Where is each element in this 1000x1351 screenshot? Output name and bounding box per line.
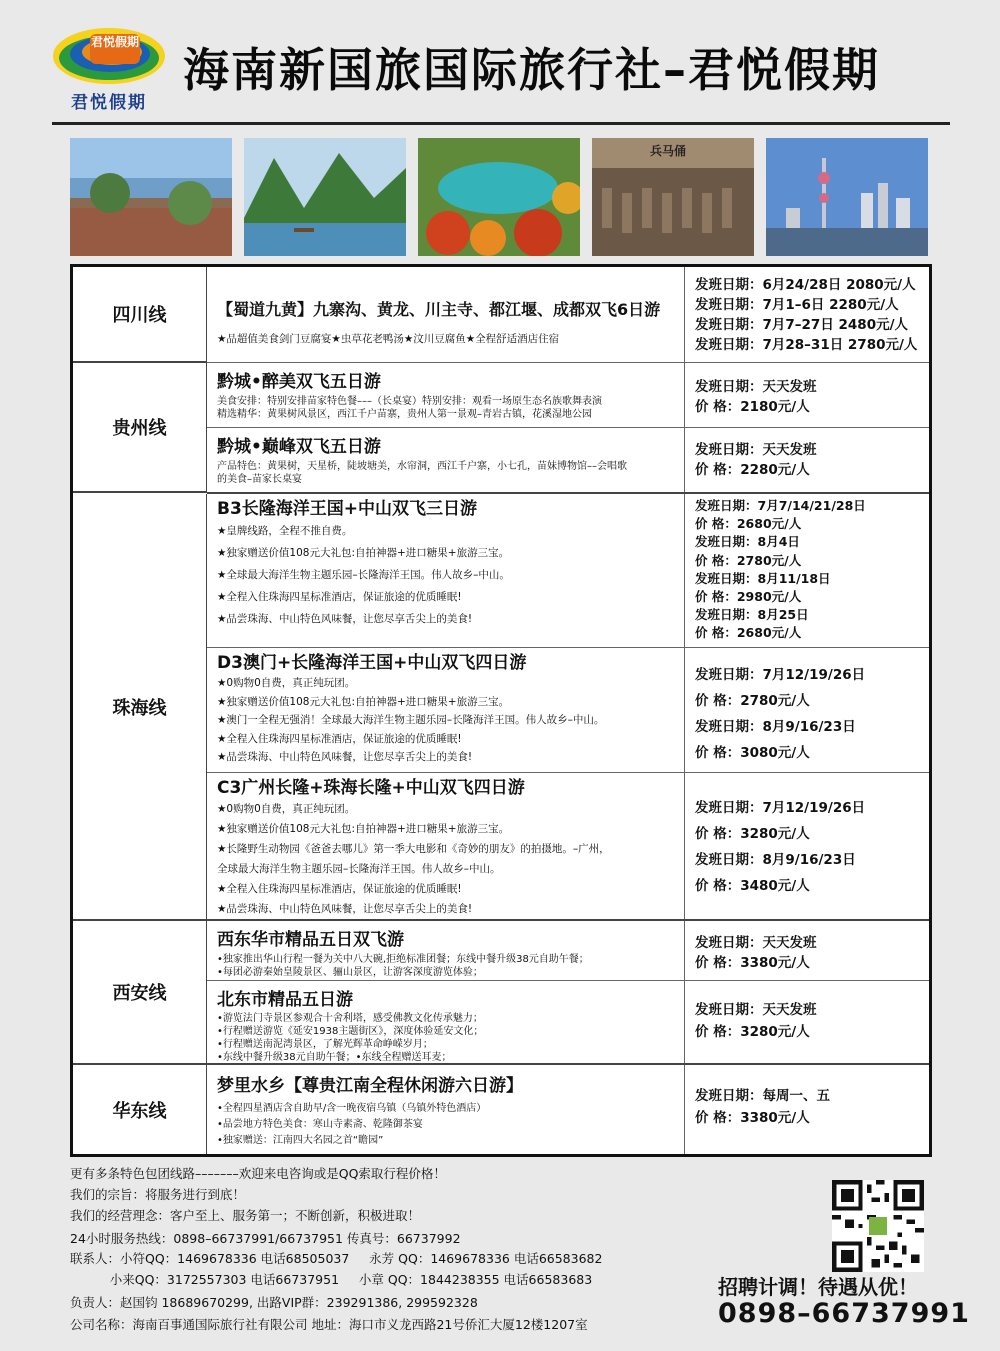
region-zhuhai: 珠海线	[73, 494, 207, 921]
tour-desc	[207, 921, 685, 980]
tour-row-guizhou-2	[207, 428, 929, 494]
tour-bullet: ★全程入住珠海四星标准酒店，保证旅途的优质睡眠!	[217, 883, 462, 895]
logo-inner-text: 君悦假期	[90, 35, 139, 49]
footer-philosophy: 我们的经营理念：客户至上、服务第一；不断创新，积极进取！	[70, 1208, 421, 1223]
price-line: 发班日期：8月9/16/23日	[695, 852, 856, 868]
price-line: 发班日期：8月11/18日	[695, 570, 831, 586]
tour-bullet: 全球最大海洋生物主题乐园–长隆海洋王国。伟人故乡–中山。	[217, 863, 501, 875]
coastal-city-photo	[70, 138, 232, 256]
terracotta-warriors-photo	[592, 138, 754, 256]
tour-title: 黔城•醉美双飞五日游	[217, 372, 381, 392]
tour-feature: 产品特色：黄果树，天星桥，陡坡塘美，水帘洞，西江千户寨，小七孔，苗妹博物馆––会唱歌	[217, 461, 627, 472]
logo-text: 君悦假期	[71, 93, 147, 113]
tour-feature: •游览法门寺景区参观合十舍利塔，感受佛教文化传承魅力；	[217, 1013, 483, 1024]
footer-mission: 我们的宗旨：将服务进行到底！	[70, 1187, 246, 1202]
price-line: 价 格：2780元/人	[695, 552, 802, 568]
footer-contacts-2: 小来QQ：3172557303 电话66737951 小章 QQ：1844238355 电话66583683	[70, 1272, 593, 1287]
tour-title: 【蜀道九黄】九寨沟、黄龙、川主寺、都江堰、成都双飞6日游	[217, 300, 661, 319]
tour-table	[70, 264, 932, 1157]
tour-prices	[685, 981, 929, 1063]
price-line: 发班日期：7月1–6日 2280元/人	[695, 297, 899, 313]
footer-company: 公司名称：海南百事通国际旅行社有限公司 地址：海口市义龙西路21号侨汇大厦12楼1207室	[70, 1317, 588, 1332]
tour-title: 黔城•巅峰双飞五日游	[217, 437, 381, 457]
tour-row-huadong	[207, 1065, 929, 1154]
region-huadong: 华东线	[73, 1065, 207, 1154]
company-logo	[50, 26, 168, 112]
tour-feature: 精选精华：黄果树风景区，西江千户苗寨，贵州人第一景观–青岩古镇，花溪湿地公园	[217, 409, 592, 420]
tour-prices	[685, 1065, 929, 1154]
tour-row-xian-2	[207, 981, 929, 1065]
price-line: 价 格：2180元/人	[695, 399, 810, 415]
shanghai-skyline-photo	[766, 138, 928, 256]
price-line: 发班日期：8月25日	[695, 607, 809, 623]
tour-bullet: ★品尝珠海、中山特色风味餐，让您尽享舌尖上的美食!	[217, 613, 473, 625]
tour-row-guizhou-1	[207, 363, 929, 428]
price-line: 发班日期：天天发班	[695, 1002, 817, 1018]
tour-feature: •品尝地方特色美食：寒山寺素斋、乾隆御茶宴	[217, 1119, 423, 1130]
tour-desc	[207, 363, 685, 427]
tour-desc	[207, 494, 685, 647]
tour-bullet: ★全球最大海洋生物主题乐园–长隆海洋王国。伟人故乡–中山。	[217, 569, 510, 581]
price-line: 发班日期：8月9/16/23日	[695, 719, 856, 735]
tour-feature: •独家赠送：江南四大名园之首“瞻园”	[217, 1135, 384, 1146]
price-line: 价 格：2680元/人	[695, 516, 802, 532]
price-line: 发班日期：每周一、五	[695, 1088, 830, 1104]
tour-row-xian-1	[207, 921, 929, 981]
tour-row-zhuhai-b3	[207, 494, 929, 648]
tour-title: 西东华市精品五日双飞游	[217, 930, 404, 950]
tour-feature: 的美食–苗家长桌宴	[217, 474, 302, 485]
price-line: 价 格：3380元/人	[695, 1110, 810, 1126]
footer-contacts-1: 联系人：小符QQ：1469678336 电话68505037 永芳 QQ：1469678336 电话66583682	[70, 1251, 603, 1266]
price-line: 价 格：2680元/人	[695, 625, 802, 641]
price-line: 价 格：3380元/人	[695, 955, 810, 971]
tour-prices	[685, 363, 929, 427]
river-mountain-photo	[244, 138, 406, 256]
tour-bullet: ★品尝珠海、中山特色风味餐，让您尽享舌尖上的美食!	[217, 903, 473, 915]
jiuzhaigou-lake-photo	[418, 138, 580, 256]
photo-strip	[70, 138, 928, 256]
tour-bullet: ★0购物0自费，真正纯玩团。	[217, 677, 356, 689]
tour-bullet: ★全程入住珠海四星标准酒店，保证旅途的优质睡眠!	[217, 732, 462, 745]
tour-title: 北东市精品五日游	[217, 990, 353, 1010]
tour-bullet: ★独家赠送价值108元大礼包:自拍神器+进口糖果+旅游三宝。	[217, 695, 510, 708]
tour-row-zhuhai-d3	[207, 648, 929, 773]
price-line: 发班日期：天天发班	[695, 442, 817, 458]
main-phone: 0898–66737991	[718, 1298, 970, 1329]
tour-features: ★品超值美食剑门豆腐宴★虫草花老鸭汤★汶川豆腐鱼★全程舒适酒店住宿	[217, 333, 560, 345]
tour-bullet: ★独家赠送价值108元大礼包:自拍神器+进口糖果+旅游三宝。	[217, 547, 510, 559]
header-divider	[52, 122, 950, 125]
tour-feature: •行程赠送游览《延安1938主题街区》，深度体验延安文化；	[217, 1026, 484, 1037]
price-line: 发班日期：8月4日	[695, 534, 800, 550]
tour-bullet: ★独家赠送价值108元大礼包:自拍神器+进口糖果+旅游三宝。	[217, 823, 510, 835]
tour-desc	[207, 773, 685, 919]
tour-bullet: ★0购物0自费，真正纯玩团。	[217, 803, 356, 815]
tour-desc	[207, 267, 685, 362]
price-line: 发班日期：7月7/14/21/28日	[695, 498, 866, 513]
tour-bullet: ★长隆野生动物园《爸爸去哪儿》第一季大电影和《奇妙的朋友》的拍摄地。–广州，	[217, 843, 610, 855]
footer-hotline: 24小时服务热线：0898–66737991/66737951 传真号：66737992	[70, 1231, 461, 1246]
price-line: 发班日期：6月24/28日 2080元/人	[695, 277, 916, 293]
tour-feature: •独家推出华山行程一餐为关中八大碗,拒绝标准团餐；东线中餐升级38元自助午餐；	[217, 954, 589, 965]
tour-desc	[207, 981, 685, 1063]
recruit-banner: 招聘计调！待遇从优！	[718, 1275, 918, 1299]
footer-manager: 负责人：赵国钧 18689670299, 出路VIP群：239291386, 299592328	[70, 1295, 478, 1310]
price-line: 价 格：2780元/人	[695, 693, 810, 709]
tour-prices	[685, 428, 929, 492]
tour-bullet: ★澳门一全程无强消！全球最大海洋生物主题乐园–长隆海洋王国。伟人故乡–中山。	[217, 714, 605, 726]
price-line: 价 格：3280元/人	[695, 1024, 810, 1040]
price-line: 价 格：3080元/人	[695, 745, 810, 761]
price-line: 发班日期：7月28–31日 2780元/人	[695, 337, 918, 353]
tour-desc	[207, 648, 685, 772]
tour-title: D3澳门+长隆海洋王国+中山双飞四日游	[217, 653, 527, 673]
tour-desc	[207, 1065, 685, 1154]
tour-row-zhuhai-c3	[207, 773, 929, 921]
tour-title: B3长隆海洋王国+中山双飞三日游	[217, 499, 478, 519]
region-xian: 西安线	[73, 921, 207, 1065]
tour-prices	[685, 648, 929, 772]
tour-feature: •每团必游秦始皇陵景区、骊山景区，让游客深度游览体验；	[217, 967, 483, 978]
price-line: 发班日期：7月12/19/26日	[695, 800, 866, 816]
price-line: 价 格：2280元/人	[695, 462, 810, 478]
terracotta-caption: 兵马俑	[650, 144, 687, 158]
tour-prices	[685, 921, 929, 980]
qr-code-icon	[832, 1180, 924, 1272]
price-line: 价 格：3280元/人	[695, 826, 810, 842]
tour-feature: •全程四星酒店含自助早/含一晚夜宿乌镇（乌镇外特色酒店）	[217, 1103, 487, 1114]
price-line: 发班日期：天天发班	[695, 935, 817, 951]
price-line: 价 格：2980元/人	[695, 589, 802, 605]
tour-feature: •东线中餐升级38元自助午餐；•东线全程赠送耳麦；	[217, 1052, 452, 1063]
tour-desc	[207, 428, 685, 492]
tour-bullet: ★全程入住珠海四星标准酒店，保证旅途的优质睡眠!	[217, 591, 462, 603]
tour-row-sichuan	[207, 267, 929, 363]
tour-prices	[685, 267, 929, 362]
page-title: 海南新国旅国际旅行社–君悦假期	[183, 43, 880, 97]
tour-prices	[685, 494, 929, 647]
tour-feature: •行程赠送南泥湾景区，了解光辉革命峥嵘岁月；	[217, 1039, 433, 1050]
tour-title: C3广州长隆+珠海长隆+中山双飞四日游	[217, 778, 525, 798]
tour-prices	[685, 773, 929, 919]
region-sichuan: 四川线	[73, 267, 207, 363]
tour-feature: 美食安排：特别安排苗家特色餐–––（长桌宴）特别安排：观看一场原生态名族歌舞表演	[217, 396, 602, 407]
tour-bullet: ★皇牌线路，全程不推自费。	[217, 525, 353, 537]
price-line: 发班日期：7月7–27日 2480元/人	[695, 317, 909, 333]
price-line: 发班日期：天天发班	[695, 379, 817, 395]
tour-bullet: ★品尝珠海、中山特色风味餐，让您尽享舌尖上的美食!	[217, 751, 473, 763]
price-line: 价 格：3480元/人	[695, 878, 810, 894]
tour-title: 梦里水乡【尊贵江南全程休闲游六日游】	[217, 1076, 523, 1096]
price-line: 发班日期：7月12/19/26日	[695, 667, 866, 683]
region-guizhou: 贵州线	[73, 363, 207, 493]
footer-promo: 更有多条特色包团线路–––––––欢迎来电咨询或是QQ索取行程价格！	[70, 1166, 446, 1181]
